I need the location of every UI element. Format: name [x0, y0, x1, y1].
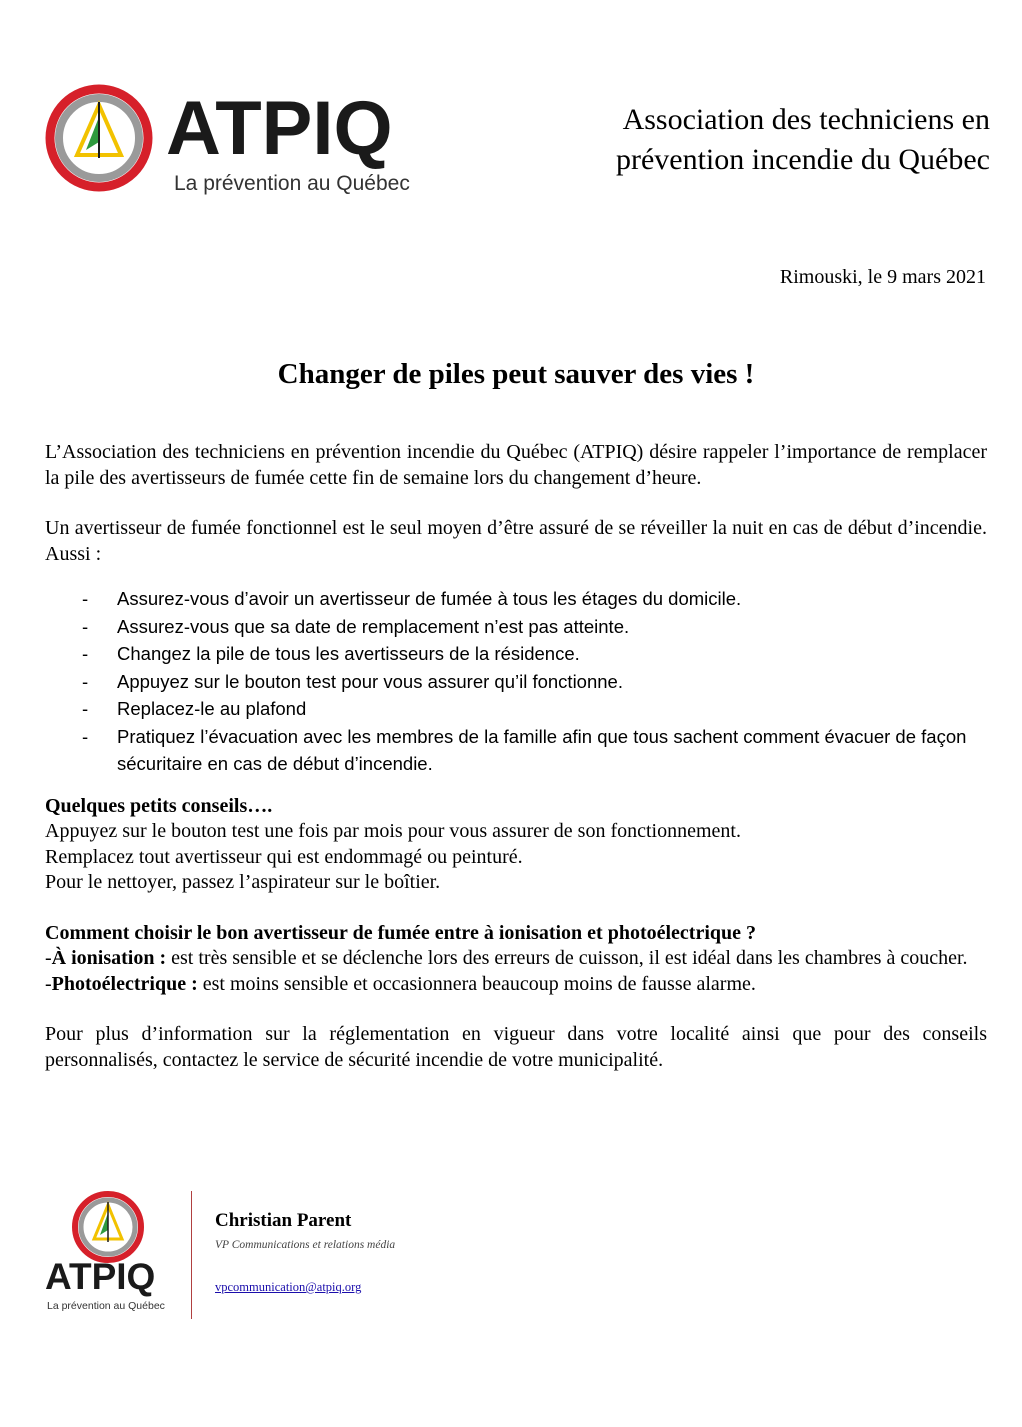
checklist	[45, 585, 987, 778]
footer-logo	[44, 1187, 174, 1313]
tip-line: Pour le nettoyer, passez l’aspirateur sur le boîtier.	[45, 871, 441, 893]
tips-title: Quelques petits conseils….	[45, 794, 273, 817]
list-item: - Appuyez sur le bouton test pour vous assurer qu’il fonctionne.	[82, 670, 623, 692]
atpiq-logo	[44, 82, 444, 198]
footer-divider	[191, 1191, 192, 1319]
footer-logo-wordmark: ATPIQ	[45, 1256, 156, 1297]
intro-paragraph: L’Association des techniciens en prévention incendie du Québec (ATPIQ) désire rappeler l’importance de remplacer la pile des avertisseurs de fumée cette fin de semaine lors du changement d’heure.	[45, 441, 987, 489]
organization-title	[530, 100, 990, 180]
tip-line: Remplacez tout avertisseur qui est endommagé ou peinturé.	[45, 845, 523, 868]
footer-logo-tagline: La prévention au Québec	[47, 1300, 165, 1312]
photoelectric-text: est moins sensible et occasionnera beaucoup moins de fausse alarme.	[197, 972, 756, 995]
list-item: - Assurez-vous que sa date de remplacement n’est pas atteinte.	[82, 615, 630, 637]
paragraph-two: Un avertisseur de fumée fonctionnel est le seul moyen d’être assuré de se réveiller la nuit en cas de début d’incendie. Aussi :	[45, 517, 987, 565]
tip-line: Appuyez sur le bouton test une fois par mois pour vous assurer de son fonctionnement.	[45, 820, 741, 842]
photoelectric-label: Photoélectrique :	[51, 972, 198, 995]
logo-wordmark: ATPIQ	[166, 86, 393, 171]
choice-title: Comment choisir le bon avertisseur de fumée entre à ionisation et photoélectrique ?	[45, 921, 757, 944]
photoelectric-paragraph: -Photoélectrique : est moins sensible et occasionnera beaucoup moins de fausse alarme.	[45, 972, 756, 995]
headline: Changer de piles peut sauver des vies !	[277, 358, 755, 390]
org-title-line2: prévention incendie du Québec	[615, 143, 990, 176]
ionisation-label: À ionisation :	[51, 947, 167, 969]
list-item: - Pratiquez l’évacuation avec les membres de la famille afin que tous sachent comment évacuer de façon sécuritaire en cas de début d’incendie.	[82, 725, 967, 774]
ionisation-text: est très sensible et se déclenche lors des erreurs de cuisson, il est idéal dans les chambres à coucher.	[166, 947, 968, 969]
logo-tagline: La prévention au Québec	[174, 172, 410, 195]
email-link[interactable]: vpcommunication@atpiq.org	[215, 1280, 362, 1294]
org-title-line1: Association des techniciens en	[622, 103, 990, 136]
place-date: Rimouski, le 9 mars 2021	[779, 266, 986, 288]
signatory-role: VP Communications et relations média	[215, 1239, 396, 1251]
list-item: - Replacez-le au plafond	[82, 698, 307, 719]
list-item: - Assurez-vous d’avoir un avertisseur de fumée à tous les étages du domicile.	[82, 588, 742, 609]
closing-paragraph: Pour plus d’information sur la réglementation en vigueur dans votre localité ainsi que pour des conseils personnalisés, contactez le service de sécurité incendie de votre municipalité.	[45, 1023, 987, 1071]
signature-block	[40, 1185, 640, 1325]
ionisation-paragraph: -À ionisation : est très sensible et se déclenche lors des erreurs de cuisson, il est idéal dans les chambres à coucher.	[45, 947, 968, 969]
list-item: - Changez la pile de tous les avertisseurs de la résidence.	[82, 643, 580, 664]
letter-body	[45, 440, 987, 1073]
signatory-name: Christian Parent	[215, 1210, 352, 1231]
